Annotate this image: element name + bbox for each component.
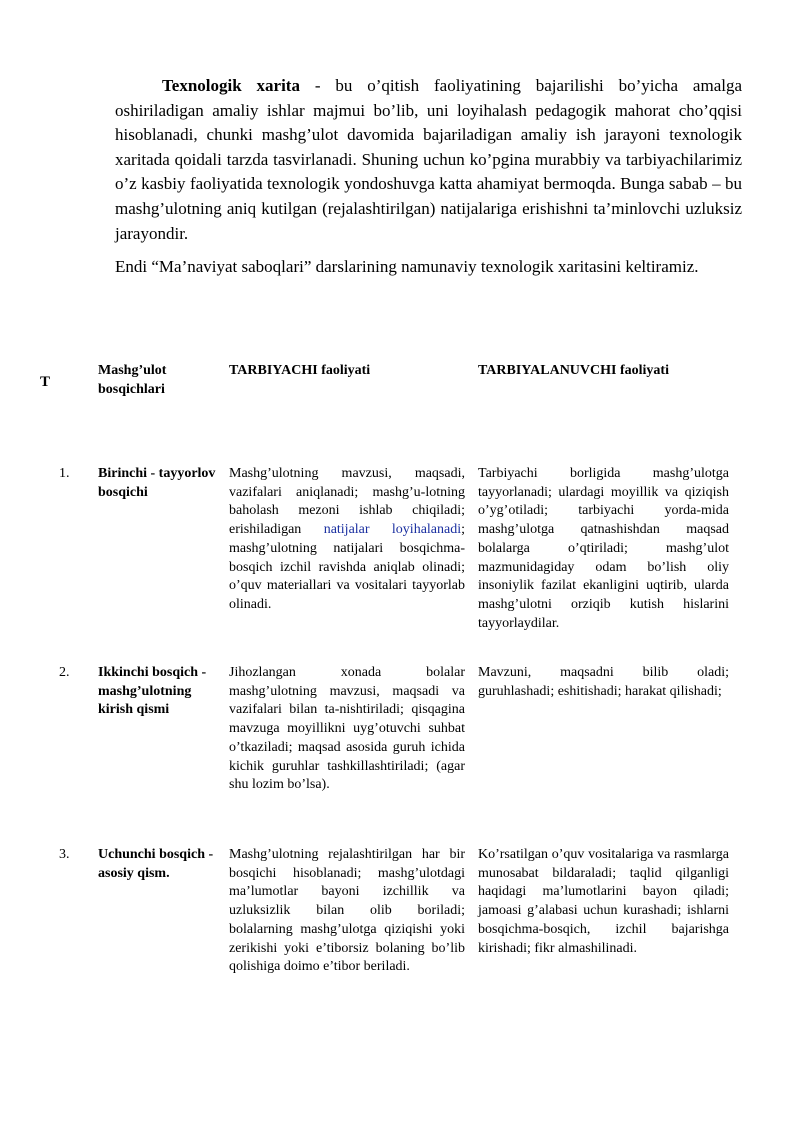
row-learner-activity: Tarbiyachi borligida mashg’ulotga tayyorlanadi; ulardagi moyillik va qiziqish o’yg’otiladi; tarbiyachi yorda-mida mashg’ulotga qatnashishdan maqsad bolalarga o’qtiriladi; mashg’ulot mazmunidagiday odam bo’lish oliy insoniylik fazilat ekanligini uqtirib, ularda mashg’ulotni orziqib kutish hislarini tayyorlaydilar. [478,466,729,631]
term-dash: - [299,76,336,95]
row-learner-activity: Mavzuni, maqsadni bilib oladi; guruhlashadi; eshitishadi; harakat qilishadi; [478,665,729,699]
row-stage: Uchunchi bosqich - asosiy qism. [98,847,214,881]
technology-map-table [40,362,740,975]
intro-paragraph-2: Endi “Ma’naviyat saboqlari” darslarining namunaviy texnologik xaritasini keltiramiz. [115,257,699,277]
row-stage: Birinchi - tayyorlov bosqichi [98,466,216,500]
row-educator-activity [229,465,465,615]
row-educator-activity: Jihozlangan xonada bolalar mashg’ulotning mavzusi, maqsadi va vazifalari bilan ta-nishtiriladi; qisqagina mavzuga moyillikni uyg’otuvchi suhbat o’tkaziladi; maqsad asosida guruh ichida kichik guruhlar tashkillashtiriladi; (agar shu lozim bo’lsa). [229,665,465,793]
row-number: 1. [59,466,70,481]
table-header [40,362,740,422]
educator-link[interactable]: natijalar loyihalanadi [323,522,462,538]
row-educator-activity: Mashg’ulotning rejalashtirilgan har bir bosqichi hisoblanadi; mashg’ulotdagi ma’lumotlar bayoni izchillik va uzluksizlik bilan olib boriladi; bolalarning mashg’ulotga qiziqishi yoki zerikishi yoki e’tiborsiz bolaning bo’lib qolishiga doimo e’tibor beriladi. [229,847,465,975]
header-educator: TARBIYACHI faoliyati [229,363,371,378]
row-number: 2. [59,665,70,680]
educator-text-end: ; mashg’ulotning natijalari bosqichma-bosqich izchil ravishda aniqlab olinadi; o’quv materiallari va vositalari tayyorlab olinadi. [229,522,466,612]
intro-text-1: bu o’qitish faoliyatining bajarilishi bo’yicha amalga oshiriladigan amaliy ishlar majmui bo’lib, uni loyihalash pedagogik mahorat cho’qqisi hisoblanadi, chunki mashg’ulot davomida bajariladigan amaliy ish jarayoni texnologik xaritada qoidali tarzda tasvirlanadi. Shuning uchun ko’pgina murabbiy va tarbiyachilarimiz o’z kasbiy faoliyatida texnologik yondoshuvga katta ahamiyat bermoqda. Bunga sabab – bu mashg’ulotning aniq kutilgan (rejalashtirilgan) natijalariga erishishni ta’minlovchi uzluksiz jarayondir. [115,76,743,243]
row-number: 3. [59,847,70,862]
educator-text-start: Mashg’ulotning mavzusi, maqsadi, vazifalari aniqlanadi; mashg’u-lotning baholash mezoni ishlab chiqiladi; erishiladigan [229,466,465,538]
row-learner-activity: Ko’rsatilgan o’quv vositalariga va rasmlarga munosabat bildaraladi; taqlid qilganligi haqidagi ma’lumotlarini bayon qiladi; jamoasi g’alabasi uchun kurashadi; ishlarni bosqichma-bosqich, izchil bajarishga kirishadi; fikr almashilinadi. [478,847,729,956]
term-heading: Texnologik xarita [162,76,300,95]
intro-paragraph-1 [115,74,742,246]
header-stage: Mashg’ulot bosqichlari [98,363,167,397]
header-number: T [40,374,51,390]
header-learner: TARBIYALANUVCHI faoliyati [478,363,669,378]
row-stage: Ikkinchi bosqich - mashg’ulotning kirish qismi [98,665,207,718]
intro-section [115,74,742,280]
